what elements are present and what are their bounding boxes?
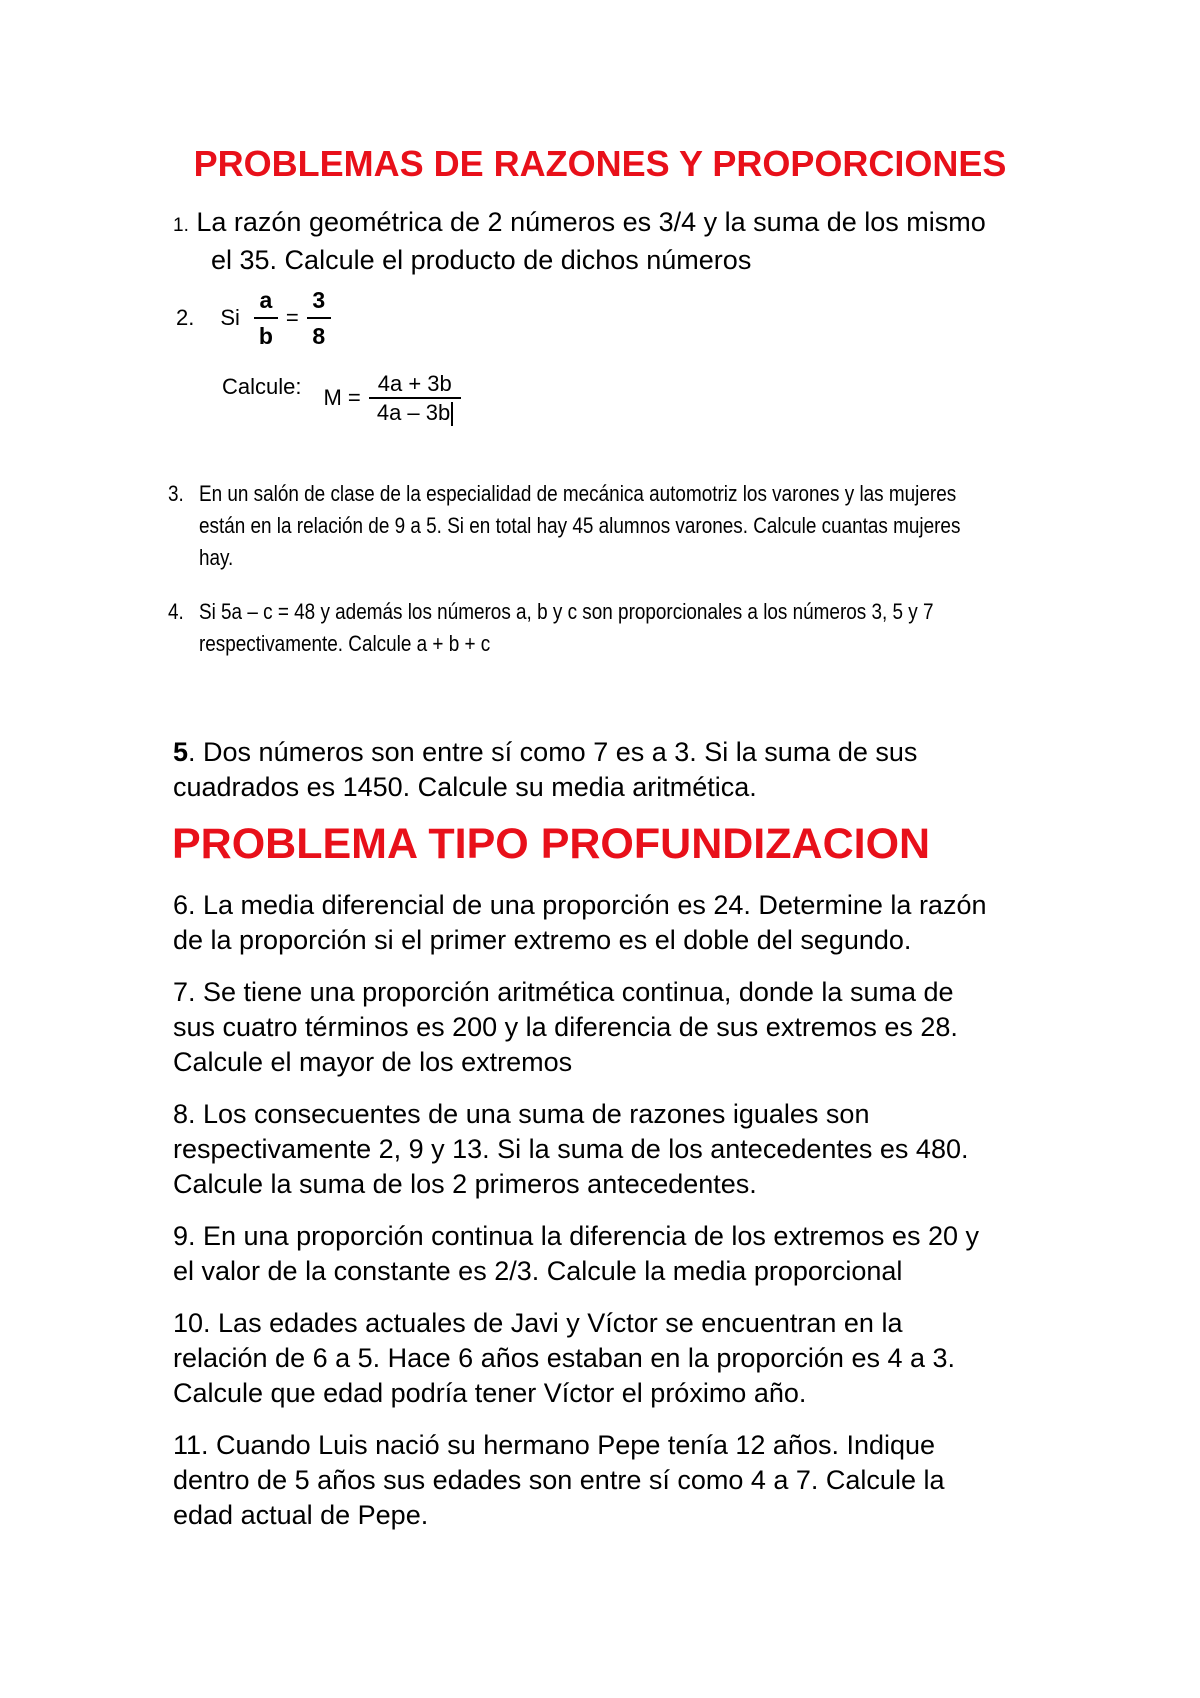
problem-11 bbox=[173, 1428, 1053, 1533]
problem-2-number: 2. bbox=[176, 305, 195, 330]
fraction-numerator: a bbox=[259, 287, 273, 313]
problem-10-line-1: 10. Las edades actuales de Javi y Víctor se encuentran en la bbox=[173, 1308, 903, 1338]
problem-11-line-3: edad actual de Pepe. bbox=[173, 1500, 429, 1530]
problem-5-line-1: . Dos números son entre sí como 7 es a 3. Si la suma de sus bbox=[188, 737, 918, 767]
problem-7-line-2: sus cuatro términos es 200 y la diferencia de sus extremos es 28. bbox=[173, 1012, 958, 1042]
problem-10-line-3: Calcule que edad podría tener Víctor el próximo año. bbox=[173, 1378, 807, 1408]
problem-10-line-2: relación de 6 a 5. Hace 6 años estaban en la proporción es 4 a 3. bbox=[173, 1343, 956, 1373]
problem-2-si: Si bbox=[220, 305, 240, 330]
problem-1-line-2: el 35. Calcule el producto de dichos números bbox=[211, 245, 752, 275]
m-fraction bbox=[369, 370, 461, 426]
problem-6-line-2: de la proporción si el primer extremo es el doble del segundo. bbox=[173, 925, 912, 955]
m-denominator: 4a – 3b bbox=[377, 399, 453, 426]
problem-7-line-1: 7. Se tiene una proporción aritmética continua, donde la suma de bbox=[173, 977, 954, 1007]
problem-11-line-1: 11. Cuando Luis nació su hermano Pepe tenía 12 años. Indique bbox=[173, 1430, 936, 1460]
problem-8-line-2: respectivamente 2, 9 y 13. Si la suma de los antecedentes es 480. bbox=[173, 1134, 969, 1164]
section-title: PROBLEMA TIPO PROFUNDIZACION bbox=[172, 820, 931, 868]
problem-5-line-2: cuadrados es 1450. Calcule su media aritmética. bbox=[173, 772, 757, 802]
problem-4-number: 4. bbox=[168, 599, 184, 624]
fraction-denominator: b bbox=[258, 323, 273, 349]
text-cursor bbox=[451, 402, 453, 426]
problem-3-line-2: están en la relación de 9 a 5. Si en total hay 45 alumnos varones. Calcule cuantas mujeres bbox=[198, 513, 961, 538]
problem-9 bbox=[173, 1219, 1053, 1289]
problem-2-equation bbox=[176, 283, 331, 353]
problem-8-line-1: 8. Los consecuentes de una suma de razones iguales son bbox=[173, 1099, 870, 1129]
problem-3-line-1: En un salón de clase de la especialidad de mecánica automotriz los varones y las mujeres bbox=[198, 481, 957, 506]
problem-6 bbox=[173, 888, 1053, 958]
problem-4-line-1: Si 5a – c = 48 y además los números a, b y c son proporcionales a los números 3, 5 y 7 bbox=[198, 599, 934, 624]
fraction-numerator: 3 bbox=[312, 287, 326, 313]
problem-4-line-2: respectivamente. Calcule a + b + c bbox=[198, 631, 491, 656]
fraction-denominator: 8 bbox=[312, 323, 326, 349]
problem-9-line-1: 9. En una proporción continua la diferencia de los extremos es 20 y bbox=[173, 1221, 979, 1251]
problem-1 bbox=[173, 205, 1053, 278]
problem-9-line-2: el valor de la constante es 2/3. Calcule la media proporcional bbox=[173, 1256, 903, 1286]
problem-10 bbox=[173, 1306, 1053, 1411]
m-label: M = bbox=[323, 384, 361, 410]
problem-5 bbox=[173, 735, 1053, 805]
problem-2-calculation bbox=[222, 370, 461, 426]
problem-5-number: 5 bbox=[173, 737, 189, 767]
calcule-label: Calcule: bbox=[222, 373, 302, 399]
problem-1-number: 1. bbox=[173, 215, 189, 236]
problem-3 bbox=[168, 478, 961, 574]
m-numerator: 4a + 3b bbox=[377, 371, 452, 396]
problem-6-line-1: 6. La media diferencial de una proporción es 24. Determine la razón bbox=[173, 890, 987, 920]
problem-11-line-2: dentro de 5 años sus edades son entre sí como 4 a 7. Calcule la bbox=[173, 1465, 945, 1495]
problem-7 bbox=[173, 975, 1053, 1080]
problem-1-line-1: La razón geométrica de 2 números es 3/4 y la suma de los mismo bbox=[196, 207, 986, 237]
fraction-3-over-8 bbox=[307, 283, 331, 353]
equals-sign: = bbox=[285, 305, 299, 330]
fraction-a-over-b bbox=[254, 283, 278, 353]
problem-4 bbox=[168, 596, 934, 660]
problem-3-number: 3. bbox=[168, 481, 184, 506]
problem-7-line-3: Calcule el mayor de los extremos bbox=[173, 1047, 573, 1077]
page-title: PROBLEMAS DE RAZONES Y PROPORCIONES bbox=[193, 143, 1007, 184]
problem-3-line-3: hay. bbox=[198, 545, 234, 570]
problem-8 bbox=[173, 1097, 1053, 1202]
problem-8-line-3: Calcule la suma de los 2 primeros antecedentes. bbox=[173, 1169, 757, 1199]
